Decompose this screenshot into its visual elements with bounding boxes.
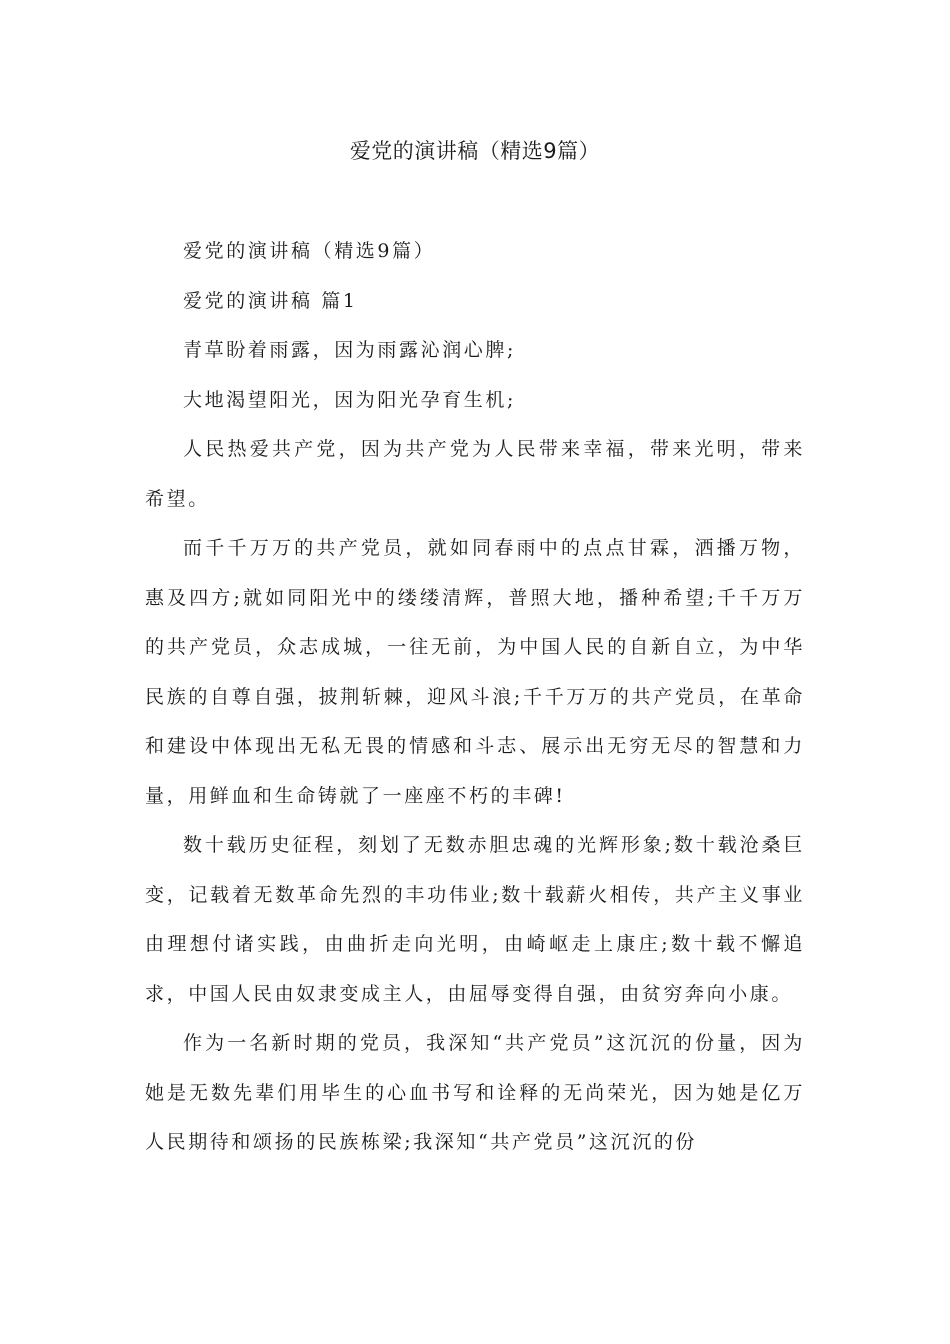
document-title: 爱党的演讲稿（精选9篇） <box>349 139 601 163</box>
paragraph: 作为一名新时期的党员，我深知“共产党员”这沉沉的份量，因为她是无数先辈们用毕生的心血书写和诠释的无尚荣光，因为她是亿万人民期待和颂扬的民族栋梁;我深知“共产党员”这沉沉的份 <box>145 1032 806 1153</box>
paragraph: 大地渴望阳光，因为阳光孕育生机; <box>183 388 517 411</box>
paragraph: 数十载历史征程，刻划了无数赤胆忠魂的光辉形象;数十载沧桑巨变，记载着无数革命先烈的丰功伟业;数十载薪火相传，共产主义事业由理想付诸实践，由曲折走向光明，由崎岖走上康庄;数十载不懈追求，中国人民由奴隶变成主人，由屈辱变得自强，由贫穷奔向小康。 <box>145 834 805 1005</box>
paragraph: 人民热爱共产党，因为共产党为人民带来幸福，带来光明，带来希望。 <box>145 438 805 510</box>
paragraph: 青草盼着雨露，因为雨露沁润心脾; <box>183 339 517 361</box>
document-body <box>145 227 805 1168</box>
paragraph: 爱党的演讲稿 篇1 <box>183 289 358 312</box>
paragraph: 而千千万万的共产党员，就如同春雨中的点点甘霖，洒播万物，惠及四方;就如同阳光中的缕缕清辉，普照大地，播种希望;千千万万的共产党员，众志成城，一往无前，为中国人民的自新自立，为中华民族的自尊自强，披荆斩棘，迎风斗浪;千千万万的共产党员，在革命和建设中体现出无私无畏的情感和斗志、展示出无穷无尽的智慧和力量，用鲜血和生命铸就了一座座不朽的丰碑! <box>145 537 805 807</box>
paragraph: 爱党的演讲稿（精选9篇） <box>183 240 436 262</box>
